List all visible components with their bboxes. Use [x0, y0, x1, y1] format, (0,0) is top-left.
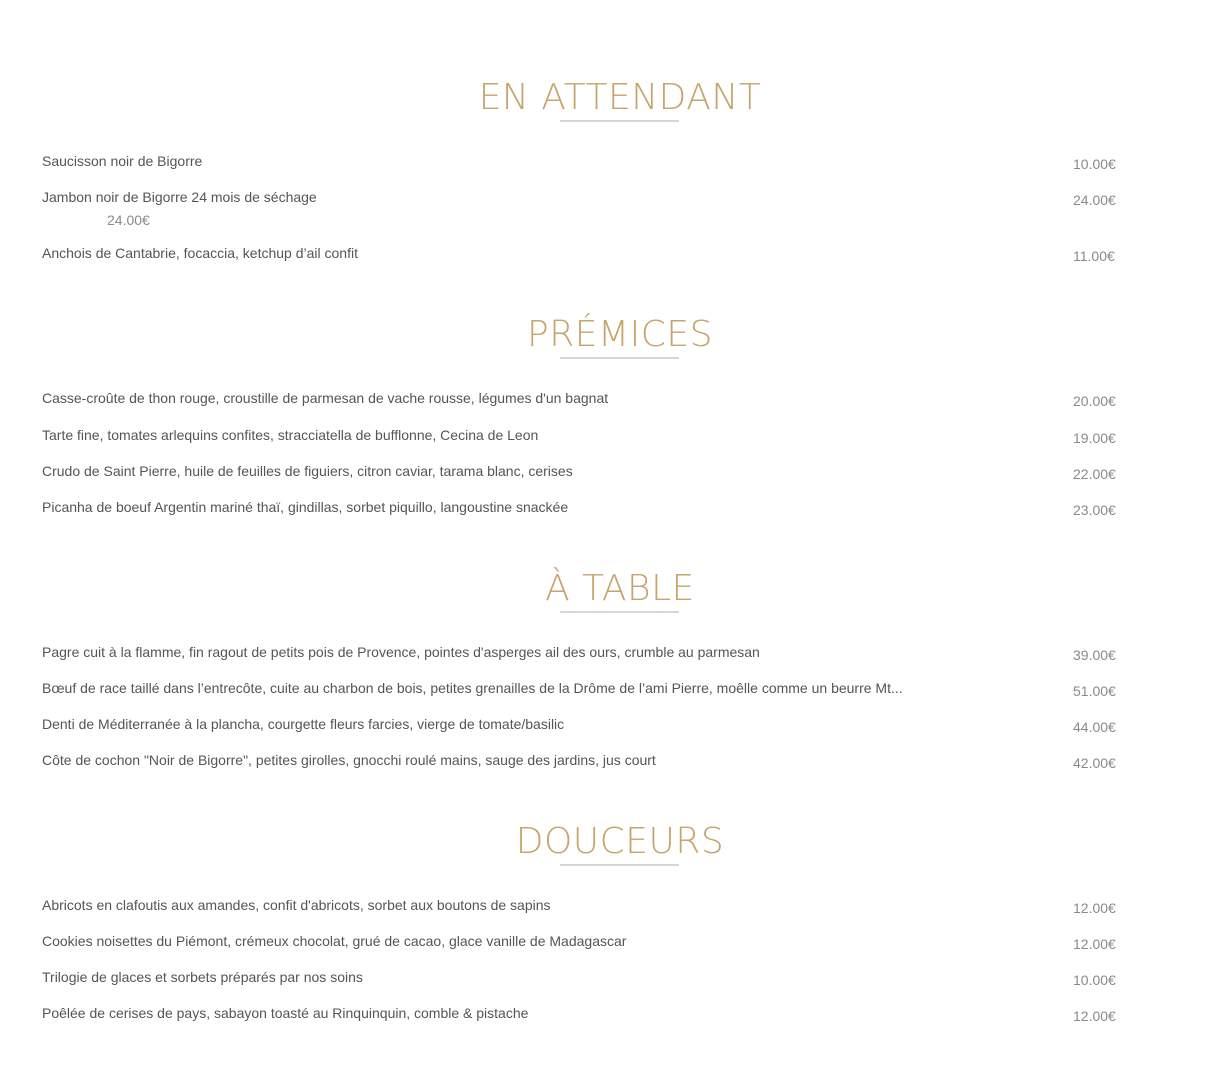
menu-item: [42, 968, 1122, 992]
item-price: 20.00€: [1073, 393, 1116, 409]
item-price: 19.00€: [1073, 430, 1116, 446]
item-price: 42.00€: [1073, 755, 1116, 771]
title-underline: [560, 120, 679, 122]
menu-item: [42, 244, 1122, 268]
item-name: Jambon noir de Bigorre 24 mois de séchage: [42, 189, 317, 205]
item-price: 44.00€: [1073, 719, 1116, 735]
item-price: 10.00€: [1073, 972, 1116, 988]
item-price: 12.00€: [1073, 1008, 1116, 1024]
title-underline: [560, 611, 679, 613]
menu-item: [42, 426, 1122, 450]
item-name: Pagre cuit à la flamme, fin ragout de petits pois de Provence, pointes d'asperges ail des ours, crumble au parmesan: [42, 644, 760, 660]
menu-item: [42, 188, 1122, 232]
menu-item: [42, 932, 1122, 956]
item-name: Bœuf de race taillé dans l’entrecôte, cuite au charbon de bois, petites grenailles de la Drôme de l’ami Pierre, moêlle comme un beurre Mt...: [42, 680, 903, 696]
title-underline: [560, 864, 679, 866]
item-name: Picanha de boeuf Argentin mariné thaï, gindillas, sorbet piquillo, langoustine snackée: [42, 499, 569, 515]
section-title: À TABLE: [545, 568, 695, 609]
item-name: Anchois de Cantabrie, focaccia, ketchup d’ail confit: [42, 245, 358, 261]
menu-item: [42, 715, 1122, 739]
menu-item: [42, 1004, 1122, 1028]
item-price: 11.00€: [1073, 248, 1115, 264]
menu-item: [42, 462, 1122, 486]
item-name: Poêlée de cerises de pays, sabayon toasté au Rinquinquin, comble & pistache: [42, 1005, 529, 1021]
item-price: 39.00€: [1073, 647, 1116, 663]
menu-item: [42, 751, 1122, 775]
item-price: 51.00€: [1073, 683, 1116, 699]
menu-item: [42, 152, 1122, 176]
item-price: 22.00€: [1073, 466, 1116, 482]
item-name: Abricots en clafoutis aux amandes, confit d'abricots, sorbet aux boutons de sapins: [42, 897, 551, 913]
item-name: Trilogie de glaces et sorbets préparés par nos soins: [42, 969, 363, 985]
section-title: PRÉMICES: [527, 314, 713, 355]
item-price: 24.00€: [1073, 192, 1116, 208]
item-name: Cookies noisettes du Piémont, crémeux chocolat, grué de cacao, glace vanille de Madagascar: [42, 933, 627, 949]
item-name: Casse-croûte de thon rouge, croustille de parmesan de vache rousse, légumes d'un bagnat: [42, 390, 609, 406]
menu-item: [42, 498, 1122, 522]
menu-item: [42, 896, 1122, 920]
title-underline: [560, 357, 679, 359]
item-price: 12.00€: [1073, 936, 1116, 952]
item-price: 12.00€: [1073, 900, 1116, 916]
item-name: Saucisson noir de Bigorre: [42, 153, 203, 169]
section-title: DOUCEURS: [515, 821, 725, 862]
section-title: EN ATTENDANT: [478, 77, 762, 118]
menu-item: [42, 389, 1122, 413]
item-name: Denti de Méditerranée à la plancha, courgette fleurs farcies, vierge de tomate/basilic: [42, 716, 565, 732]
item-name: Côte de cochon "Noir de Bigorre", petites girolles, gnocchi roulé mains, sauge des jardins, jus court: [42, 752, 656, 768]
item-price: 23.00€: [1073, 502, 1116, 518]
item-inline-price: 24.00€: [107, 212, 150, 228]
item-name: Crudo de Saint Pierre, huile de feuilles de figuiers, citron caviar, tarama blanc, cerises: [42, 463, 573, 479]
menu-item: [42, 679, 1122, 703]
item-name: Tarte fine, tomates arlequins confites, stracciatella de bufflonne, Cecina de Leon: [42, 427, 539, 443]
item-price: 10.00€: [1073, 156, 1116, 172]
menu-item: [42, 643, 1122, 667]
